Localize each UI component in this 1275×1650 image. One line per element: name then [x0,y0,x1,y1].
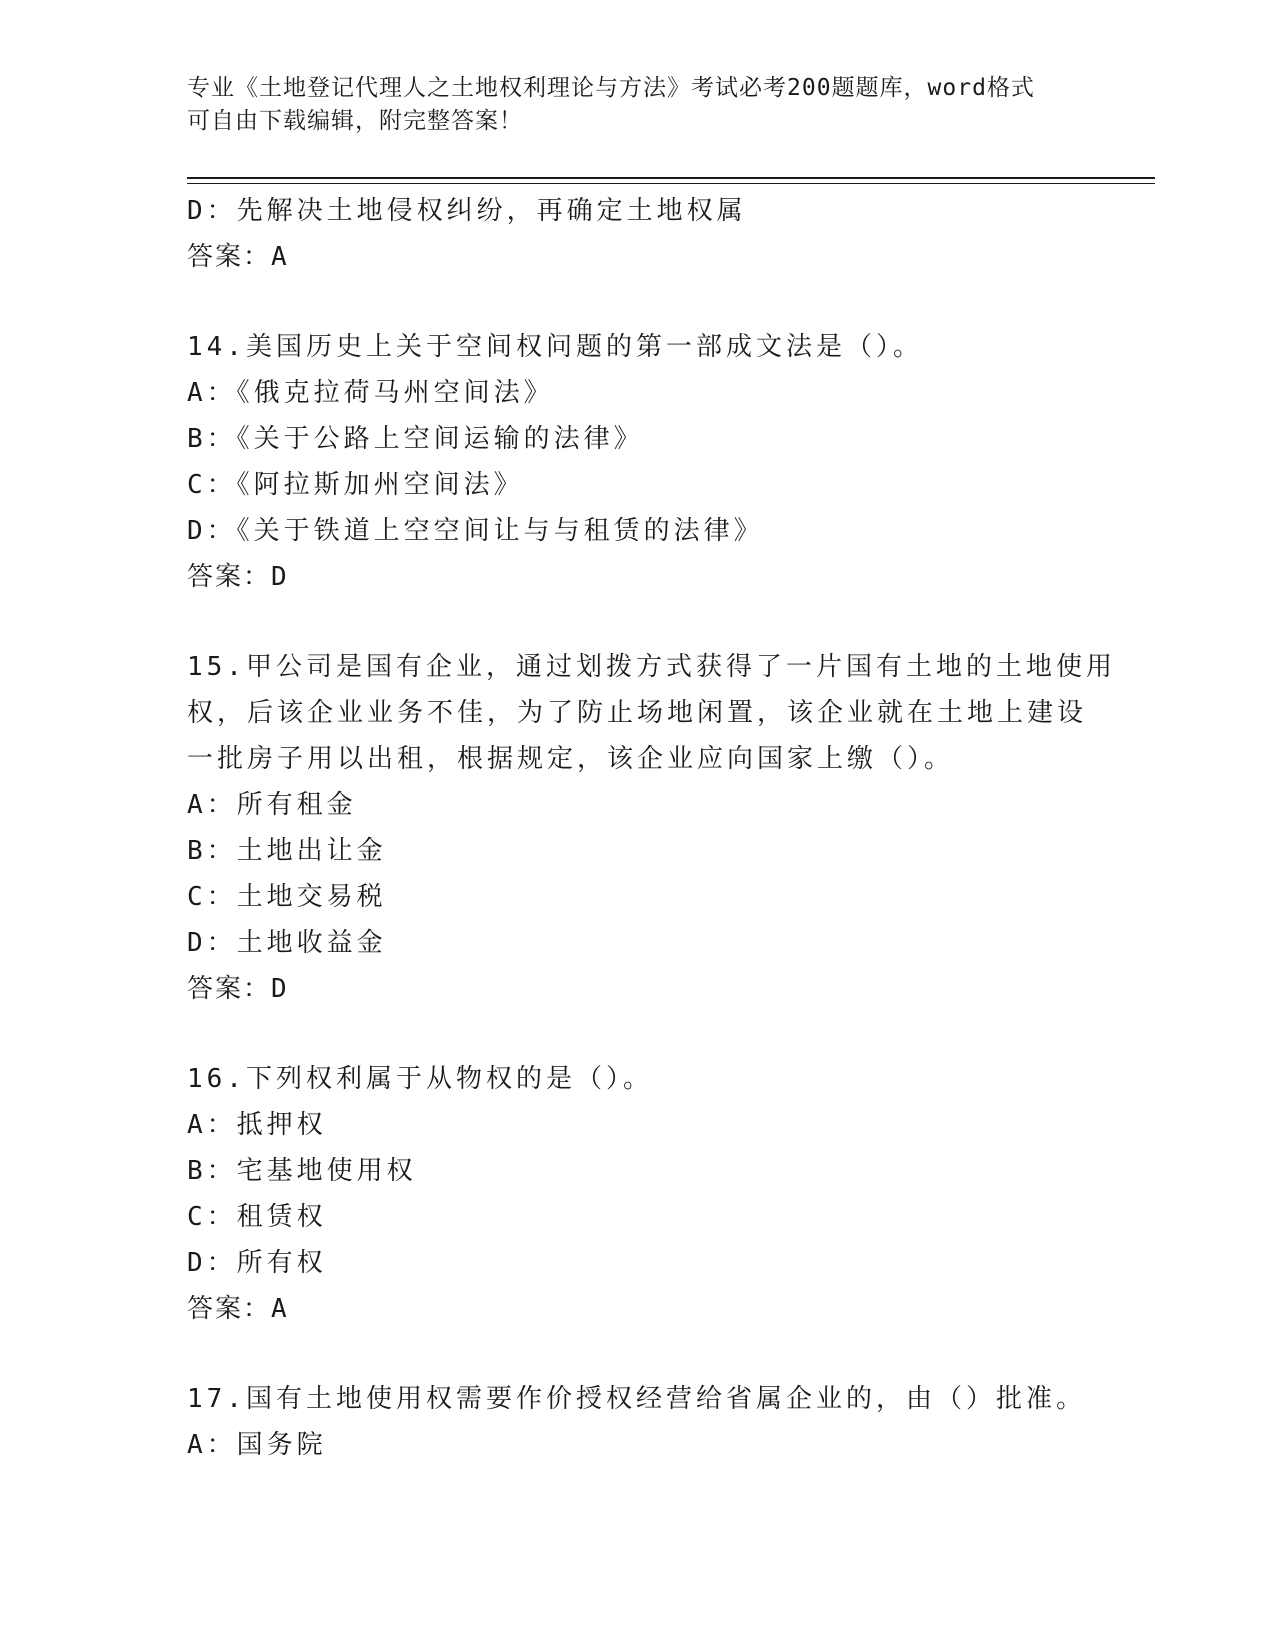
option-b: B：《关于公路上空间运输的法律》 [187,424,644,454]
question-stem: 15.甲公司是国有企业，通过划拨方式获得了一片国有土地的土地使用 [187,652,1116,682]
question-17 [187,1376,1087,1468]
answer-value: D [271,974,288,1004]
answer-line [187,554,1087,600]
option-b: B：土地出让金 [187,836,387,866]
answer-value: A [271,242,288,272]
answer-value: D [271,562,288,592]
question-stem: 14.美国历史上关于空间权问题的第一部成文法是（）。 [187,332,923,362]
option-d: D：所有权 [187,1248,327,1278]
option-b: B：宅基地使用权 [187,1156,417,1186]
option-a: A：《俄克拉荷马州空间法》 [187,378,554,408]
question-14 [187,324,1087,600]
question-15 [187,644,1116,1012]
answer-line [187,966,1087,1012]
option-d: D：土地收益金 [187,928,387,958]
document-body [187,188,1116,1468]
answer-label: 答案： [187,1294,272,1324]
question-fragment [187,188,1087,280]
question-stem: 17.国有土地使用权需要作价授权经营给省属企业的，由（）批准。 [187,1384,1086,1414]
question-stem: 权，后该企业业务不佳，为了防止场地闲置，该企业就在土地上建设 [187,698,1088,728]
header-divider-thick [187,177,1155,179]
option-a: A：国务院 [187,1430,327,1460]
answer-line [187,234,1087,280]
question-stem: 一批房子用以出租，根据规定，该企业应向国家上缴（）。 [187,744,955,774]
answer-label: 答案： [187,974,272,1004]
header-line-2: 可自由下载编辑，附完整答案！ [187,108,523,134]
question-stem: 16.下列权利属于从物权的是（）。 [187,1064,653,1094]
option-d: D：《关于铁道上空空间让与与租赁的法律》 [187,516,764,546]
option-a: A：所有租金 [187,790,357,820]
document-header [187,72,1067,138]
answer-line [187,1286,1087,1332]
header-line-1: 专业《土地登记代理人之土地权利理论与方法》考试必考200题题库，word格式 [187,75,1035,101]
answer-label: 答案： [187,242,272,272]
answer-value: A [271,1294,288,1324]
option-c: C：土地交易税 [187,882,387,912]
option-a: A：抵押权 [187,1110,327,1140]
option-c: C：《阿拉斯加州空间法》 [187,470,524,500]
question-16 [187,1056,1087,1332]
option-c: C：租赁权 [187,1202,327,1232]
answer-label: 答案： [187,562,272,592]
header-divider-thin [187,183,1155,184]
option-d: D：先解决土地侵权纠纷，再确定土地权属 [187,196,747,226]
